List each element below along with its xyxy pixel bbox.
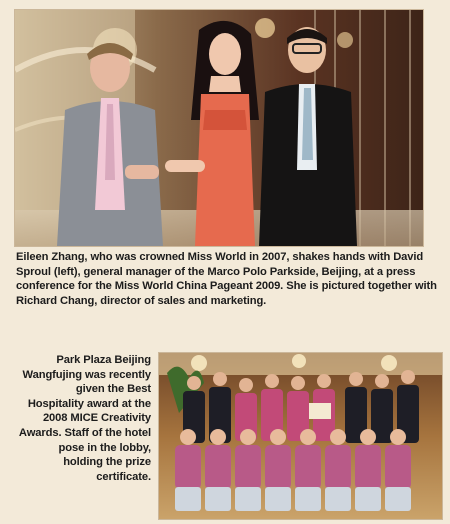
press-conference-caption: Eileen Zhang, who was crowned Miss World in 2007, shakes hands with David Sproul (left), general manager of the Marco Polo Parkside, Beijing, at a press conference for the Miss World China Pageant 2009. She is pictured together with Richard Chang, director of sales and marketing.: [16, 251, 437, 307]
press-conference-photo: [14, 9, 424, 247]
award-caption: Park Plaza Beijing Wangfujing was recently given the Best Hospitality award at the 2008 MICE Creativity Awards. Staff of the hotel pose in the lobby, holding the prize certificate.: [18, 354, 151, 483]
hotel-staff-photo: [158, 352, 443, 520]
